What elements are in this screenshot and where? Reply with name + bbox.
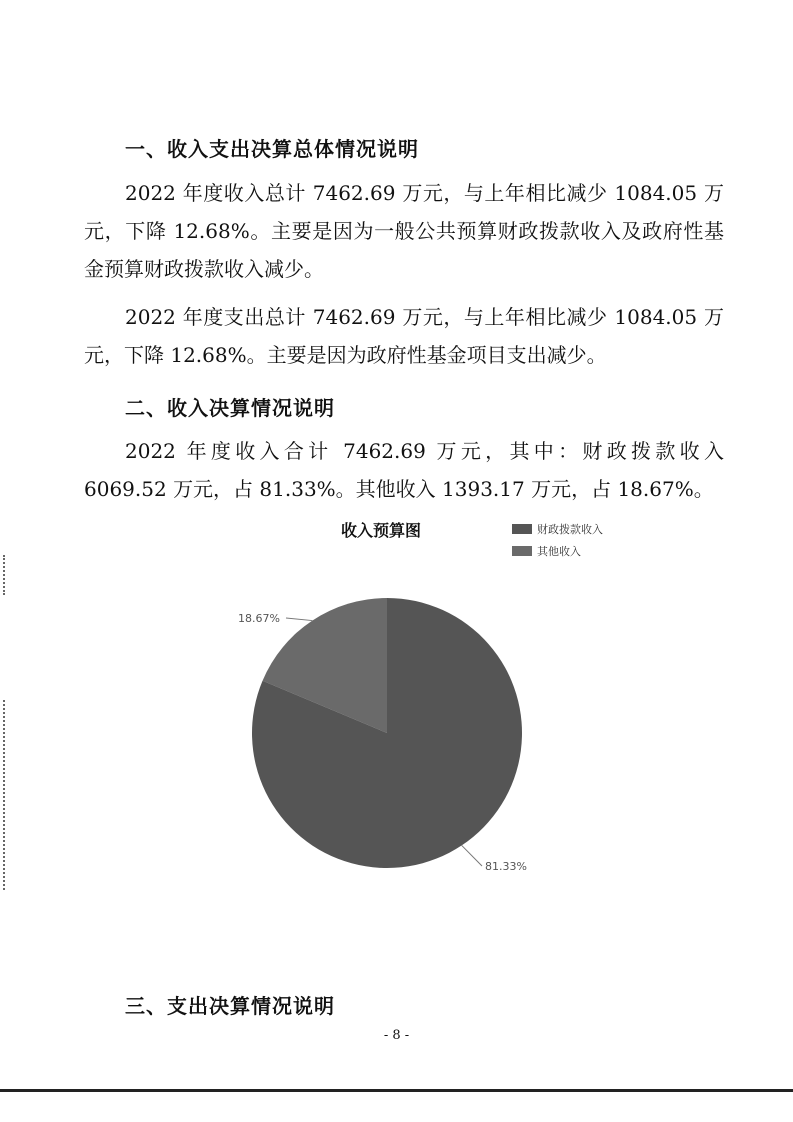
section-2-heading: 二、收入决算情况说明 [125,396,335,420]
pie-svg [0,510,793,910]
page-number: - 8 - [383,1028,410,1043]
leader-line [286,618,312,621]
section-1-paragraph-2: 2022 年度支出总计 7462.69 万元，与上年相比减少 1084.05 万元，下降 12.68%。主要是因为政府性基金项目支出减少。 [84,305,724,367]
section-1-heading: 一、收入支出决算总体情况说明 [125,137,419,161]
section-2-paragraph-1: 2022 年度收入合计 7462.69 万元，其中：财政拨款收入 6069.52 万元，占 81.33%。其他收入 1393.17 万元，占 18.67%。 [84,439,724,501]
slice-label-other: 18.67% [238,612,280,625]
chart-title: 收入预算图 [341,521,422,540]
margin-artifact [3,700,7,890]
legend-label-fiscal: 财政拨款收入 [537,523,603,536]
margin-artifact [3,555,7,595]
legend-label-other: 其他收入 [537,545,581,558]
bottom-rule [0,1089,793,1092]
section-1-paragraph-1: 2022 年度收入总计 7462.69 万元，与上年相比减少 1084.05 万元，下降 12.68%。主要是因为一般公共预算财政拨款收入及政府性基金预算财政拨款收入减少。 [84,181,724,281]
slice-label-fiscal: 81.33% [485,860,527,873]
income-pie-chart [0,510,793,910]
leader-line [462,845,482,866]
section-3-heading: 三、支出决算情况说明 [125,994,335,1018]
